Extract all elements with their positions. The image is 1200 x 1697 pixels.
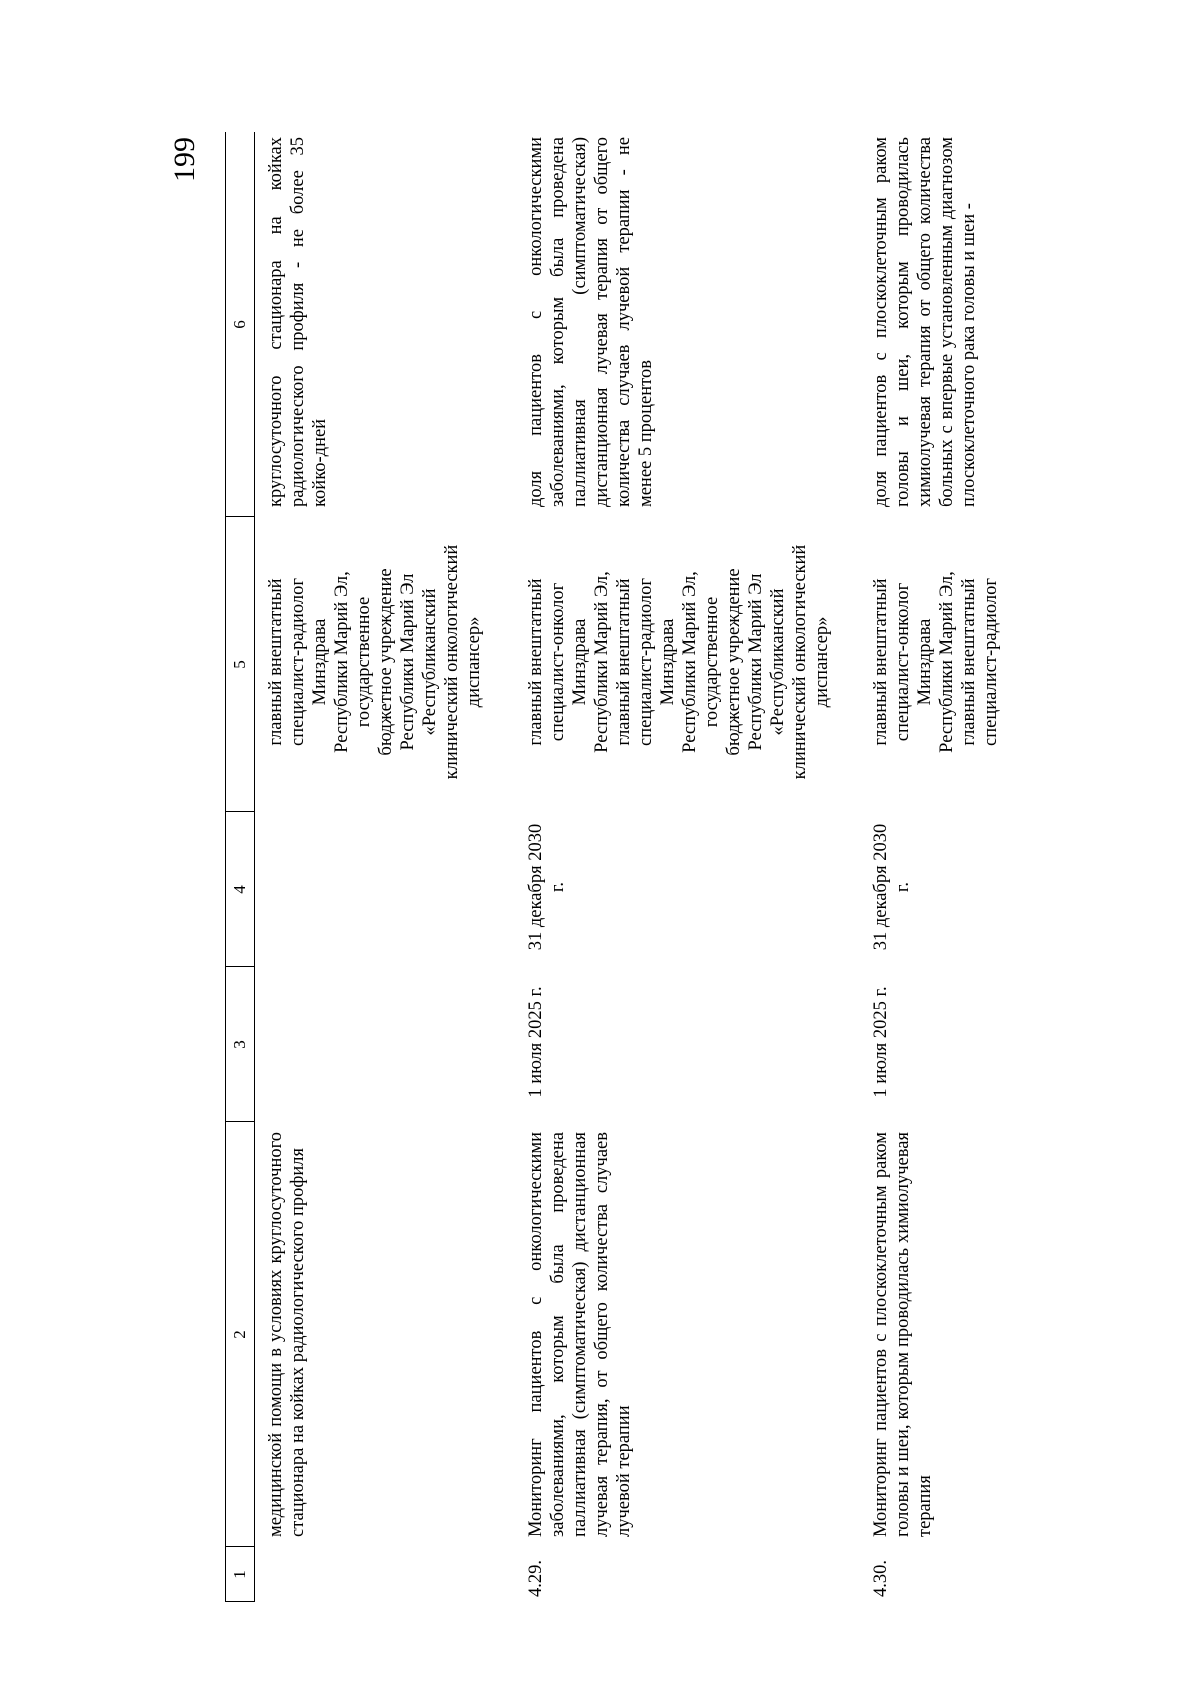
target-indicator: доля пациентов с онкологическими заболеваниями, которым была проведена паллиативная (симптоматическая) дистанционная лучевая терапия от общего количества случаев лучевой терапии - не менее 5 процентов [526,137,656,507]
measure-description: медицинской помощи в условиях круглосуточного стационара на койках радиологического профиля [266,1132,308,1537]
responsible-party: главный внештатный специалист-онколог Минздрава Республики Марий Эл, главный внештатный специалист-радиолог [871,571,1001,753]
responsible-party: главный внештатный специалист-онколог Минздрава Республики Марий Эл, главный внештатный специалист-радиолог Минздрава Республики Марий Эл, государственное бюджетное учреждение Республики Марий Эл «Республиканский клинический онкологический диспансер» [526,544,832,780]
header-col-1: 1 [230,1570,249,1579]
target-indicator: круглосуточного стационара на койках радиологического профиля - не более 35 койко-дней [266,137,330,507]
target-indicator: доля пациентов с плоскоклеточным раком головы и шеи, которым проводилась химиолучевая терапия от общего количества больных с впервые установленным диагнозом плоскоклеточного рака головы и шеи - [871,137,979,507]
start-date: 1 июля 2025 г. [526,986,546,1098]
header-col-3: 3 [230,1040,249,1049]
row-number: 4.30. [871,1560,891,1597]
plan-table [225,132,1001,1602]
header-col-5: 5 [230,660,249,669]
measure-description: Мониторинг пациентов с онкологическими заболеваниями, которым была проведена паллиативная (симптоматическая) дистанционная лучевая терапия, от общего количества случаев лучевой терапии [526,1132,634,1537]
header-col-4: 4 [230,885,249,894]
start-date: 1 июля 2025 г. [871,986,891,1098]
end-date: 31 декабря 2030 г. [526,823,568,951]
row-number: 4.29. [526,1560,546,1597]
header-col-2: 2 [230,1330,249,1339]
page-number: 199 [168,137,201,182]
end-date: 31 декабря 2030 г. [871,823,913,951]
responsible-party: главный внештатный специалист-радиолог Минздрава Республики Марий Эл, государственное бюджетное учреждение Республики Марий Эл «Республиканский клинический онкологический диспансер» [266,544,484,780]
measure-description: Мониторинг пациентов с плоскоклеточным раком головы и шеи, которым проводилась химиолучевая терапия [871,1132,935,1537]
header-col-6: 6 [230,320,249,329]
table-header [225,132,255,1602]
